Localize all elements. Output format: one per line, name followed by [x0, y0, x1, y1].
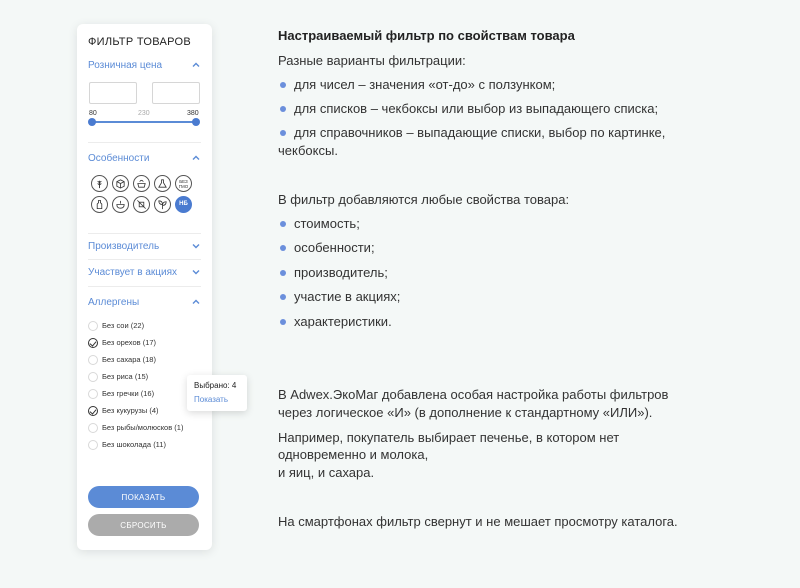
bullet [280, 319, 286, 325]
bowl-icon[interactable] [112, 196, 129, 213]
price-slider-track[interactable] [92, 121, 196, 123]
pot-icon[interactable] [133, 175, 150, 192]
checkbox[interactable] [88, 423, 98, 433]
allergen-label: Без орехов (17) [102, 338, 157, 347]
bullet [280, 130, 286, 136]
allergen-option[interactable] [88, 337, 206, 350]
variant-item: для чисел – значения «от-до» с ползунком; [294, 77, 556, 92]
bullet [280, 270, 286, 276]
divider [88, 286, 201, 287]
prop-item: участие в акциях; [294, 289, 401, 304]
allergen-label: Без шоколада (11) [102, 440, 166, 449]
wheat-icon[interactable] [91, 175, 108, 192]
price-tick-max: 380 [187, 110, 199, 117]
allergen-option[interactable] [88, 439, 206, 452]
chevron-down-icon [191, 267, 201, 277]
box-icon[interactable] [112, 175, 129, 192]
allergen-label: Без гречки (16) [102, 389, 155, 398]
section-allergens-label: Аллергены [88, 297, 140, 308]
divider [88, 233, 201, 234]
price-slider-min-handle[interactable] [88, 118, 96, 126]
bullet [280, 221, 286, 227]
checkbox[interactable] [88, 440, 98, 450]
price-slider-max-handle[interactable] [192, 118, 200, 126]
checkbox[interactable] [88, 389, 98, 399]
logic-line: В Adwex.ЭкоМаг добавлена особая настройка работы фильтров [278, 387, 669, 402]
prop-item: характеристики. [294, 314, 392, 329]
mobile-note: На смартфонах фильтр свернут и не мешает просмотру каталога. [278, 514, 678, 529]
allergen-label: Без сахара (18) [102, 355, 156, 364]
section-manufacturer-label: Производитель [88, 241, 160, 252]
reset-button[interactable]: СБРОСИТЬ [88, 514, 199, 536]
section-features-label: Особенности [88, 153, 150, 164]
checkbox[interactable] [88, 372, 98, 382]
feature-active-nb[interactable] [175, 196, 192, 213]
checkbox[interactable] [88, 321, 98, 331]
checkbox-checked[interactable] [88, 406, 98, 416]
chevron-up-icon [191, 153, 201, 163]
prop-item: стоимость; [294, 216, 360, 231]
price-tick-min: 80 [89, 110, 97, 117]
allergen-option[interactable] [88, 422, 206, 435]
section-features-header[interactable] [77, 152, 212, 168]
allergen-label: Без кукурузы (4) [102, 406, 159, 415]
show-button[interactable]: ПОКАЗАТЬ [88, 486, 199, 508]
content-heading: Настраиваемый фильтр по свойствам товара [278, 28, 575, 43]
divider [88, 259, 201, 260]
tooltip-selected-count: Выбрано: 4 [194, 381, 237, 390]
bullet [280, 106, 286, 112]
variant-item: для справочников – выпадающие списки, выбор по картинке, [294, 125, 666, 140]
prop-item: особенности; [294, 240, 375, 255]
checkbox-checked[interactable] [88, 338, 98, 348]
bullet [280, 245, 286, 251]
checkbox[interactable] [88, 355, 98, 365]
divider [88, 142, 201, 143]
variant-item-cont: чекбоксы. [278, 143, 338, 158]
allergen-option[interactable] [88, 354, 206, 367]
variant-item: для списков – чекбоксы или выбор из выпадающего списка; [294, 101, 659, 116]
no-gmo-text: БЕЗ ГМО [178, 178, 189, 189]
filter-title: ФИЛЬТР ТОВАРОВ [88, 36, 191, 48]
section-price-label: Розничная цена [88, 60, 163, 71]
feature-active-label: НБ [179, 201, 188, 207]
bottle-icon[interactable] [91, 196, 108, 213]
tooltip-show-link[interactable]: Показать [194, 395, 229, 404]
logic-line: через логическое «И» (в дополнение к стандартному «ИЛИ»). [278, 405, 653, 420]
example-line: одновременно и молока, [278, 447, 429, 462]
price-tick-mid: 230 [138, 110, 150, 117]
section-promo-header[interactable] [77, 266, 212, 282]
flask-icon[interactable] [154, 175, 171, 192]
no-gmo-icon[interactable] [175, 175, 192, 192]
example-line: Например, покупатель выбирает печенье, в котором нет [278, 430, 620, 445]
allergen-label: Без рыбы/молюсков (1) [102, 423, 184, 432]
chevron-up-icon [191, 60, 201, 70]
no-sugar-icon[interactable] [133, 196, 150, 213]
allergen-label: Без риса (15) [102, 372, 149, 381]
example-line: и яиц, и сахара. [278, 465, 375, 480]
chevron-down-icon [191, 241, 201, 251]
bullet [280, 82, 286, 88]
prop-item: производитель; [294, 265, 388, 280]
allergen-label: Без сои (22) [102, 321, 145, 330]
selection-tooltip [187, 375, 247, 411]
section-manufacturer-header[interactable] [77, 240, 212, 256]
section-promo-label: Участвует в акциях [88, 267, 178, 278]
content-intro: Разные варианты фильтрации: [278, 53, 466, 68]
price-max-input[interactable] [152, 82, 200, 104]
allergen-option[interactable] [88, 320, 206, 333]
props-intro: В фильтр добавляются любые свойства товара: [278, 192, 570, 207]
price-min-input[interactable] [89, 82, 137, 104]
section-price-header[interactable] [77, 59, 212, 75]
section-allergens-header[interactable] [77, 296, 212, 312]
bullet [280, 294, 286, 300]
sprout-icon[interactable] [154, 196, 171, 213]
chevron-up-icon [191, 297, 201, 307]
filter-panel [77, 24, 212, 550]
